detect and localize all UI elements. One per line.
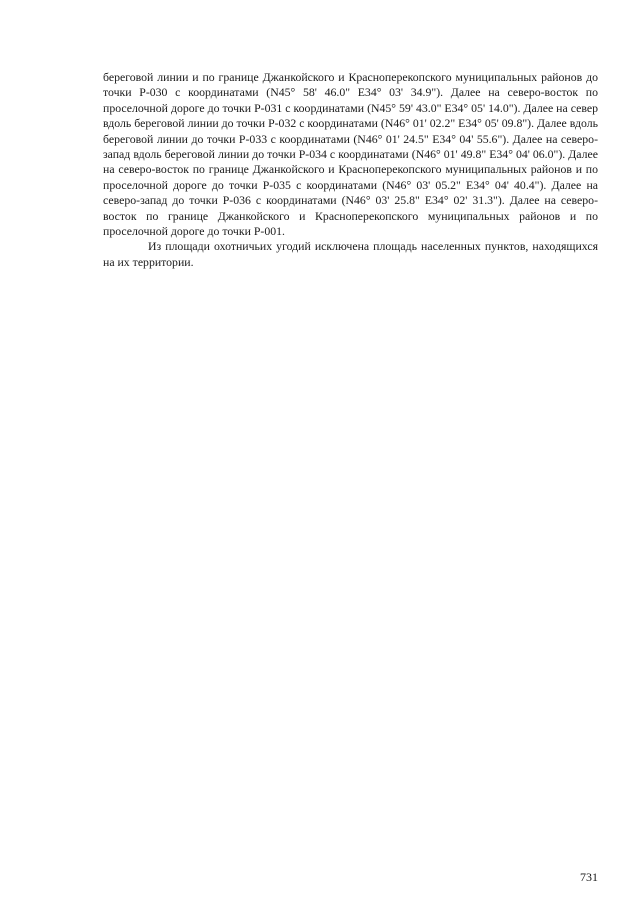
body-text	[103, 70, 598, 270]
paragraph-exclusion-note: Из площади охотничьих угодий исключена площадь населенных пунктов, находящихся на их территории.	[103, 239, 598, 269]
page-number: 731	[580, 870, 598, 884]
paragraph-boundary-description: береговой линии и по границе Джанкойского и Красноперекопского муниципальных районов до точки Р-030 с координатами (N45° 58' 46.0" E34° 03' 34.9"). Далее на северо-восток по проселочной дороге до точки Р-031 с координатами (N45° 59' 43.0" E34° 05' 14.0"). Далее на север вдоль береговой линии до точки Р-032 с координатами (N46° 01' 02.2" E34° 05' 09.8"). Далее вдоль береговой линии до точки Р-033 с координатами (N46° 01' 24.5" E34° 04' 55.6"). Далее на северо-запад вдоль береговой линии до точки Р-034 с координатами (N46° 01' 49.8" E34° 04' 06.0"). Далее на северо-восток по границе Джанкойского и Красноперекопского муниципальных районов и по проселочной дороге до точки Р-035 с координатами (N46° 03' 05.2" E34° 04' 40.4"). Далее на северо-запад до точки Р-036 с координатами (N46° 03' 25.8" E34° 02' 31.3"). Далее на северо-восток по границе Джанкойского и Красноперекопского муниципальных районов и по проселочной дороге до точки Р-001.	[103, 70, 598, 239]
